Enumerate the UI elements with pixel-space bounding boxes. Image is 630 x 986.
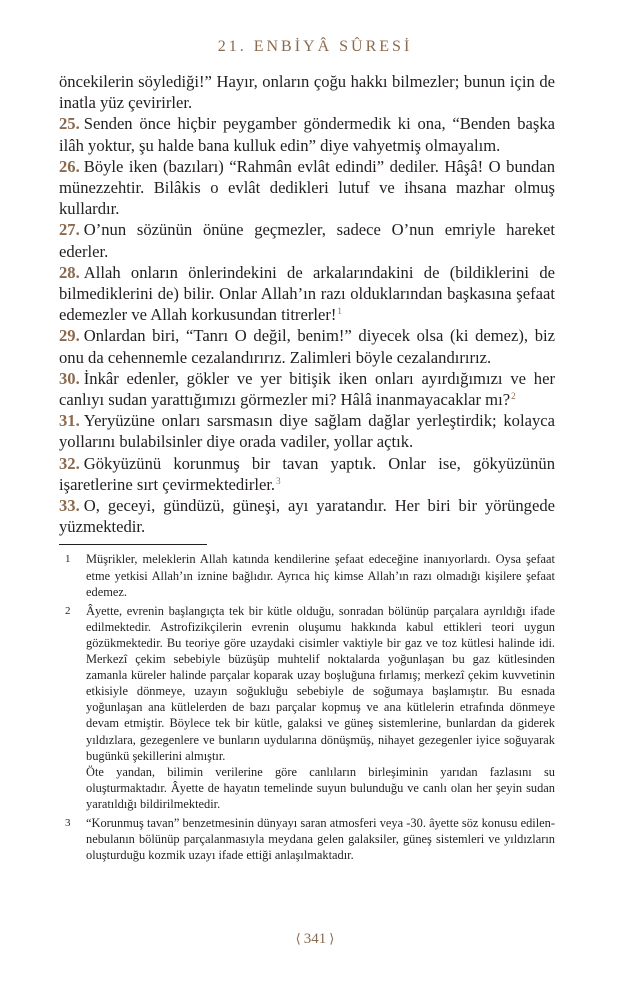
verse-number: 31. xyxy=(59,411,80,431)
footnote-3 xyxy=(59,815,555,863)
footnote-number: 1 xyxy=(65,553,71,566)
verse-number: 26. xyxy=(59,156,80,176)
footnote-ref[interactable]: 1 xyxy=(337,306,342,317)
verse-text: Böyle iken (bazıları) “Rahmân evlât edindi” dediler. Hâşâ! O bundan münezzehtir. Bilâkis o evlât dedikleri lutuf ve ihsana mazhar olmuş kullardır. xyxy=(59,156,555,219)
footnote-body xyxy=(86,603,555,812)
footnotes xyxy=(59,551,555,863)
verse-27 xyxy=(59,219,555,261)
verse-number: 29. xyxy=(59,326,80,346)
verse-29 xyxy=(59,325,555,367)
verse-32 xyxy=(59,453,555,495)
right-ornament-icon: ⟩ xyxy=(329,931,335,946)
verse-text: İnkâr edenler, gökler ve yer bitişik iken onları ayırdığımızı ve her canlıyı sudan yarattığımızı görmezler mi? Hâlâ inanmayacaklar mı? xyxy=(59,368,555,410)
verse-28 xyxy=(59,262,555,326)
verse-25 xyxy=(59,113,555,155)
verse-text: O, geceyi, gündüzü, güneşi, ayı yaratandır. Her biri bir yörüngede yüzmektedir. xyxy=(59,496,555,537)
verse-number: 30. xyxy=(59,368,80,388)
footnote-text: Öte yandan, bilimin verilerine göre canlıların birleşiminin yarıdan fazlasını su oluşturmaktadır. Âyette de hayatın temelinde suyun bulunduğu ve canlı olan her şeyin sudan yaratıldığı bildirilmektedir. xyxy=(86,764,555,811)
main-text xyxy=(59,71,555,866)
page-number: 341 xyxy=(303,931,327,947)
verse-number: 33. xyxy=(59,496,80,516)
verse-text: Allah onların önlerindekini de arkalarındakini de (bildiklerini de bilmediklerini de) bilir. Onlar Allah’ın razı olduklarından başkasına şefaat edemezler ve Allah korkusundan titrerler! xyxy=(59,262,555,325)
running-header: 21. ENBİYÂ SÛRESİ xyxy=(217,38,413,55)
verse-31 xyxy=(59,410,555,452)
verse-text: Onlardan biri, “Tanrı O değil, benim!” diyecek olsa (ki demez), biz onu da cehennemle cezalandırırız. Zalimleri böyle cezalandırırız. xyxy=(59,326,555,367)
footnote-ref[interactable]: 2 xyxy=(511,391,516,402)
left-ornament-icon: ⟨ xyxy=(295,931,301,946)
page-number-footer xyxy=(0,931,630,948)
verse-number: 32. xyxy=(59,453,80,473)
footnote-2 xyxy=(59,603,555,812)
verse-number: 27. xyxy=(59,220,80,240)
footnote-ref[interactable]: 3 xyxy=(276,475,281,486)
continuation-paragraph: öncekilerin söylediği!” Hayır, onların çoğu hakkı bilmezler; bunun için de inatla yüz çevirirler. xyxy=(59,72,555,113)
verse-26 xyxy=(59,156,555,220)
footnote-number: 2 xyxy=(65,604,71,617)
footnote-text: Müşrikler, meleklerin Allah katında kendilerine şefaat edeceğine inanıyorlardı. Oysa şefaat etme yetkisi Allah’ın iznine bağlıdır. Ayrıca hiç kimse Allah’ın razı olmadığı kişilere şefaat edemez. xyxy=(86,552,555,599)
footnote-body xyxy=(86,815,555,863)
verse-text: Senden önce hiçbir peygamber göndermedik ki ona, “Benden başka ilâh yoktur, şu halde bana kulluk edin” diye vahyetmiş olmayalım. xyxy=(59,114,555,155)
footnote-divider xyxy=(59,544,207,545)
verse-33 xyxy=(59,495,555,537)
verse-text: Gökyüzünü korunmuş bir tavan yaptık. Onlar ise, gökyüzünün işaretlerine sırt çevirmektedirler. xyxy=(59,453,555,494)
verse-text: O’nun sözünün önüne geçmezler, sadece O’nun emriyle hareket ederler. xyxy=(59,220,555,261)
verse-text: Yeryüzüne onları sarsmasın diye sağlam dağlar yerleştirdik; kolayca yollarını bulabilsinler diye orada vadiler, yollar açtık. xyxy=(59,411,555,452)
footnote-text: Âyette, evrenin başlangıçta tek bir kütle olduğu, sonradan bölünüp parçalara ayrıldığı ifade edilmektedir. Astrofizikçilerin evrenin oluşumu hakkında kabul ettikleri teori uygun gözükmektedir. Bu teoriye göre uzaydaki cisimler vaktiyle bir gaz ve toz kütlesi halinde idi. Merkezî çekim sebebiyle büzüşüp muhtelif noktalarda yoğunlaşan bu gaz kütlesinden zamanla küreler halinde parçalar koparak uzay boşluğuna fırlamış; merkezî çekim kuvvetinin etkisiyle dönmeye, uzayın soğukluğu sebebiyle de soğumaya başlamıştır. Bu esnada yoğunlaşan ana kütlelerden de bazı parçalar kopmuş ve ana kütlelerin etrafında dönmeye devam etmiştir. Böylece tek bir kütle, galaksi ve güneş sistemlerine, bunlardan da giderek yıldızlara, gezegenlere ve bunların uydularına dönüşmüş, nihayet gezegenler iyice soğuyarak bugünkü şekillerini almıştır. xyxy=(86,603,555,763)
footnote-1 xyxy=(59,551,555,599)
footnote-body xyxy=(86,551,555,599)
verse-30 xyxy=(59,368,555,410)
verse-number: 25. xyxy=(59,114,80,134)
verse-number: 28. xyxy=(59,262,80,282)
footnote-text: “Korunmuş tavan” benzetmesinin dünyayı saran atmosferi veya -30. âyette söz konusu edilen- nebulanın bölünüp parçalanmasıyla meydana gelen galaksiler, güneş sistemleri ve yıldızların oluşturduğu kozmik uzayı ifade ettiği anlaşılmaktadır. xyxy=(86,815,555,863)
footnote-number: 3 xyxy=(65,816,71,829)
